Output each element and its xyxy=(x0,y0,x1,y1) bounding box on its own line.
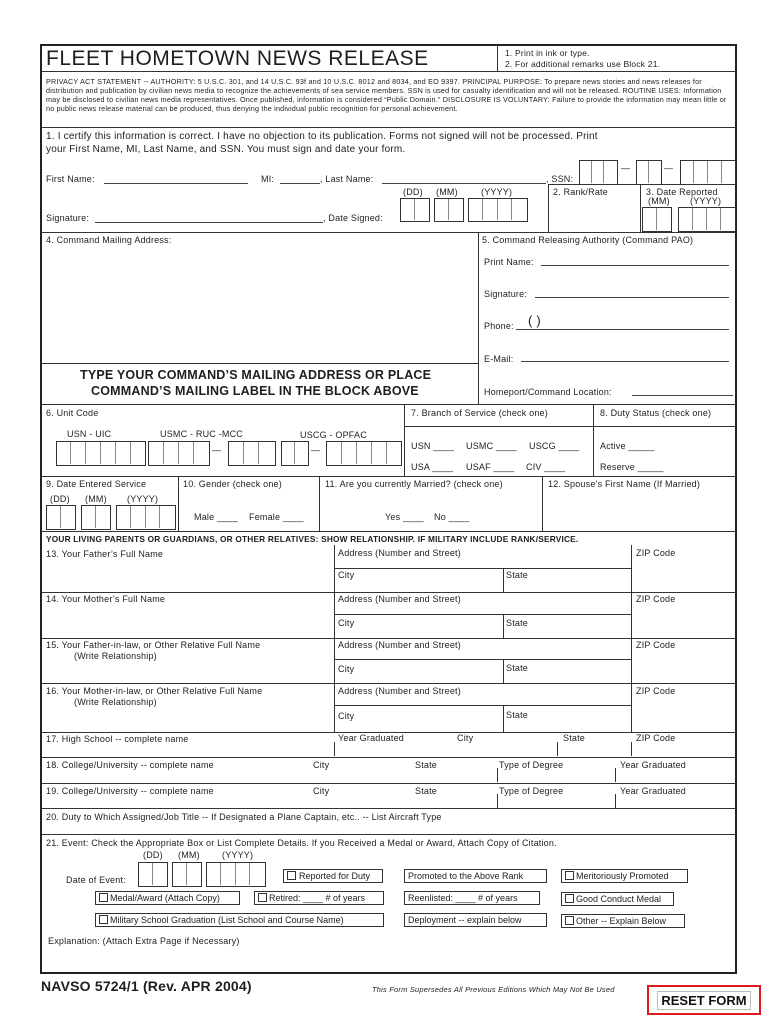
gender-female[interactable]: Female ____ xyxy=(249,512,304,522)
reset-form-label: RESET FORM xyxy=(657,991,750,1010)
college2-city-label: City xyxy=(313,786,330,796)
supersedes-note: This Form Supersedes All Previous Editions Which May Not Be Used xyxy=(372,985,615,994)
event-reenlisted-label: Reenlisted: ____ # of years xyxy=(408,893,518,903)
rank-rate-label: 2. Rank/Rate xyxy=(553,187,608,197)
date-entered-service-month[interactable] xyxy=(81,505,111,530)
box-tick xyxy=(178,442,179,464)
block1-text-2: your First Name, MI, Last Name, and SSN. You must sign and date your form. xyxy=(46,144,406,155)
divider xyxy=(334,568,631,569)
box-tick xyxy=(193,442,194,464)
divider xyxy=(503,614,504,638)
divider xyxy=(478,232,479,404)
usmc-ruc-label: USMC - RUC -MCC xyxy=(160,429,243,439)
tick xyxy=(497,794,498,808)
divider xyxy=(41,363,479,364)
divider xyxy=(41,638,736,639)
date-reported-year[interactable] xyxy=(678,207,736,232)
divider xyxy=(334,659,631,660)
hs-city-label: City xyxy=(457,733,474,743)
father-in-law-city-label: City xyxy=(338,664,355,674)
gender-male[interactable]: Male ____ xyxy=(194,512,238,522)
college1-year-label: Year Graduated xyxy=(620,760,687,770)
mother-in-law-city-label: City xyxy=(338,711,355,721)
divider xyxy=(41,531,736,532)
box-tick xyxy=(130,442,131,464)
event-deployment-label: Deployment -- explain below xyxy=(408,915,522,925)
divider xyxy=(41,834,736,835)
date-signed-year[interactable] xyxy=(468,198,528,222)
yyyy-label: (YYYY) xyxy=(481,187,513,197)
duty-assigned-label: 20. Duty to Which Assigned/Job Title -- If Designated a Plane Captain, etc.. -- List Aircraft Type xyxy=(46,812,442,822)
usn-uic-label: USN - UIC xyxy=(67,429,112,439)
box-tick xyxy=(95,506,96,528)
box-tick xyxy=(60,506,61,528)
box-tick xyxy=(341,442,342,464)
releasing-authority-label: 5. Command Releasing Authority (Command PAO) xyxy=(482,235,694,245)
date-of-event-label: Date of Event: xyxy=(66,875,126,885)
box-tick xyxy=(130,506,131,528)
event-year-field[interactable] xyxy=(206,862,266,887)
box-tick xyxy=(511,199,512,220)
ssn-field-1[interactable] xyxy=(579,160,618,185)
privacy-act-statement: PRIVACY ACT STATEMENT -- AUTHORITY: 5 U.S.C. 301, and 14 U.S.C. 93f and 10 U.S.C. 8012 and 8034, and EO 9397. PRINCIPAL PURPOSE: To prepare news stories and news releases for distribution and publication by civilian news media to recognize the achievements of sea service members. SSN is used for casualty identification and will not be released. ROUTINE USES: Information may be disclosed to civilian news media representatives. Once published, information is considered “Public Domain.” DISCLOSURE IS VOLUNTARY: Failure to provide the information may mean little or no public news release material can be produced, thus denying the individual public recognition for personal achievement. xyxy=(46,77,727,113)
duty-reserve[interactable]: Reserve _____ xyxy=(600,462,664,472)
divider xyxy=(503,568,504,592)
box-tick xyxy=(294,442,295,464)
event-reported-for-duty-label: Reported for Duty xyxy=(299,871,371,881)
date-reported-mm: (MM) xyxy=(648,196,670,206)
mm-label: (MM) xyxy=(436,187,458,197)
signature-field[interactable] xyxy=(95,222,323,223)
divider xyxy=(41,683,736,684)
college2-year-label: Year Graduated xyxy=(620,786,687,796)
box-tick xyxy=(152,863,153,885)
date-entered-service-label: 9. Date Entered Service xyxy=(46,479,147,489)
father-name-label: 13. Your Father’s Full Name xyxy=(46,549,164,559)
event-month-field[interactable] xyxy=(172,862,202,887)
form-title: FLEET HOMETOWN NEWS RELEASE xyxy=(46,47,429,70)
divider xyxy=(41,232,736,233)
des-mm-label: (MM) xyxy=(85,494,107,504)
hs-zip-label: ZIP Code xyxy=(636,733,676,743)
box-tick xyxy=(100,442,101,464)
divider xyxy=(41,476,736,477)
event-school-label: Military School Graduation (List School and Course Name) xyxy=(110,915,344,925)
mother-address-label: Address (Number and Street) xyxy=(338,594,461,604)
block4-instruction-2: COMMAND’S MAILING LABEL IN THE BLOCK ABOVE xyxy=(91,384,419,398)
box-tick xyxy=(371,442,372,464)
box-tick xyxy=(163,442,164,464)
relatives-header: YOUR LIVING PARENTS OR GUARDIANS, OR OTHER RELATIVES: SHOW RELATIONSHIP. IF MILITARY INCLUDE RANK/SERVICE. xyxy=(46,534,579,544)
box-tick xyxy=(386,442,387,464)
unit-code-label: 6. Unit Code xyxy=(46,408,99,418)
ssn-dash: — xyxy=(621,163,631,173)
last-name-label: , Last Name: xyxy=(320,174,374,184)
command-mailing-address-field[interactable] xyxy=(42,248,478,363)
tick xyxy=(557,742,558,756)
divider xyxy=(548,184,549,232)
college2-label: 19. College/University -- complete name xyxy=(46,786,214,796)
event-mm-label: (MM) xyxy=(178,850,200,860)
date-signed-label: , Date Signed: xyxy=(323,213,383,223)
ssn-field-tick xyxy=(603,161,604,183)
mother-in-law-address-label: Address (Number and Street) xyxy=(338,686,461,696)
event-day-field[interactable] xyxy=(138,862,168,887)
box-tick xyxy=(656,208,657,230)
mother-in-law-name-label: 16. Your Mother-in-law, or Other Relative Full Name xyxy=(46,686,263,696)
homeport-field[interactable] xyxy=(632,395,733,396)
ssn-field-tick xyxy=(721,161,722,183)
pao-phone-label: Phone: xyxy=(484,321,514,331)
gender-label: 10. Gender (check one) xyxy=(183,479,282,489)
box-tick xyxy=(249,863,250,885)
pao-print-name-label: Print Name: xyxy=(484,257,534,267)
ssn-field-2[interactable] xyxy=(636,160,662,185)
ssn-field-tick xyxy=(648,161,649,183)
father-in-law-zip-label: ZIP Code xyxy=(636,640,676,650)
note-1: 1. Print in ink or type. xyxy=(505,48,590,58)
event-retired[interactable] xyxy=(254,891,384,905)
college1-label: 18. College/University -- complete name xyxy=(46,760,214,770)
branch-usn[interactable]: USN ____ xyxy=(411,441,455,451)
duty-status-label: 8. Duty Status (check one) xyxy=(600,408,712,418)
branch-usaf[interactable]: USAF ____ xyxy=(466,462,515,472)
duty-active[interactable]: Active _____ xyxy=(600,441,655,451)
box-tick xyxy=(220,863,221,885)
college2-state-label: State xyxy=(415,786,438,796)
event-promoted-label: Promoted to the Above Rank xyxy=(408,871,524,881)
event-dd-label: (DD) xyxy=(143,850,163,860)
pao-print-name-field[interactable] xyxy=(541,265,729,266)
date-reported-yyyy: (YYYY) xyxy=(690,196,722,206)
ssn-field-tick xyxy=(591,161,592,183)
branch-civ[interactable]: CIV ____ xyxy=(526,462,566,472)
divider xyxy=(41,127,736,128)
divider xyxy=(319,476,320,531)
high-school-label: 17. High School -- complete name xyxy=(46,734,189,744)
des-yyyy-label: (YYYY) xyxy=(127,494,159,504)
unit-code-dash: — xyxy=(311,445,321,455)
father-in-law-relationship: (Write Relationship) xyxy=(74,651,157,661)
divider xyxy=(593,404,594,476)
event-reenlisted[interactable] xyxy=(404,891,540,905)
pao-signature-label: Signature: xyxy=(484,289,528,299)
mother-name-label: 14. Your Mother’s Full Name xyxy=(46,594,166,604)
divider xyxy=(41,404,736,405)
box-tick xyxy=(235,863,236,885)
usmc-mcc-field[interactable] xyxy=(228,441,276,466)
divider xyxy=(334,614,631,615)
event-yyyy-label: (YYYY) xyxy=(222,850,254,860)
ssn-field-3[interactable] xyxy=(680,160,736,185)
tick xyxy=(334,742,335,756)
event-meritoriously-promoted[interactable] xyxy=(561,869,688,883)
college1-city-label: City xyxy=(313,760,330,770)
box-tick xyxy=(243,442,244,464)
ssn-label: , SSN: xyxy=(546,174,574,184)
divider xyxy=(503,705,504,732)
college1-state-label: State xyxy=(415,760,438,770)
box-tick xyxy=(356,442,357,464)
event-label: 21. Event: Check the Appropriate Box or List Complete Details. If you Received a Medal or Award, Attach Copy of Citation. xyxy=(46,838,557,848)
ssn-dash: — xyxy=(664,163,674,173)
date-entered-service-day[interactable] xyxy=(46,505,76,530)
event-promoted[interactable] xyxy=(404,869,547,883)
father-in-law-address-label: Address (Number and Street) xyxy=(338,640,461,650)
tick xyxy=(497,768,498,782)
event-military-school[interactable] xyxy=(95,913,384,927)
date-signed-month[interactable] xyxy=(434,198,464,222)
divider xyxy=(404,426,736,427)
event-other-label: Other -- Explain Below xyxy=(576,916,667,926)
ssn-field-tick xyxy=(707,161,708,183)
signature-label: Signature: xyxy=(46,213,90,223)
married-yes[interactable]: Yes ____ xyxy=(385,512,424,522)
mother-in-law-relationship: (Write Relationship) xyxy=(74,697,157,707)
dd-label: (DD) xyxy=(403,187,423,197)
divider xyxy=(404,404,405,476)
event-merit-label: Meritoriously Promoted xyxy=(576,871,669,881)
mother-in-law-state-label: State xyxy=(506,710,529,720)
father-in-law-name-label: 15. Your Father-in-law, or Other Relative Full Name xyxy=(46,640,261,650)
block4-instruction-1: TYPE YOUR COMMAND’S MAILING ADDRESS OR PLACE xyxy=(80,368,432,382)
event-medal-label: Medal/Award (Attach Copy) xyxy=(110,893,220,903)
father-city-label: City xyxy=(338,570,355,580)
mother-zip-label: ZIP Code xyxy=(636,594,676,604)
explanation-label: Explanation: (Attach Extra Page if Necessary) xyxy=(48,936,240,946)
box-tick xyxy=(145,506,146,528)
last-name-field[interactable] xyxy=(382,183,546,184)
divider xyxy=(640,184,641,232)
form-id: NAVSO 5724/1 (Rev. APR 2004) xyxy=(41,978,252,994)
divider xyxy=(548,184,736,185)
uscg-opfac-field-2[interactable] xyxy=(326,441,402,466)
father-state-label: State xyxy=(506,570,529,580)
pao-phone-field[interactable] xyxy=(516,329,729,330)
unit-code-dash: — xyxy=(212,445,222,455)
father-zip-label: ZIP Code xyxy=(636,548,676,558)
married-no[interactable]: No ____ xyxy=(434,512,470,522)
box-tick xyxy=(186,863,187,885)
date-signed-day[interactable] xyxy=(400,198,430,222)
uscg-opfac-label: USCG - OPFAC xyxy=(300,430,367,440)
ssn-field-tick xyxy=(693,161,694,183)
divider xyxy=(41,757,736,758)
divider xyxy=(334,705,631,706)
divider xyxy=(41,783,736,784)
box-tick xyxy=(692,208,693,230)
mi-field[interactable] xyxy=(280,183,320,184)
date-entered-service-year[interactable] xyxy=(116,505,176,530)
event-other[interactable] xyxy=(561,914,685,928)
box-tick xyxy=(70,442,71,464)
divider xyxy=(503,659,504,683)
divider xyxy=(497,45,498,72)
tick xyxy=(615,768,616,782)
spouse-name-label: 12. Spouse’s First Name (If Married) xyxy=(548,479,701,489)
note-2: 2. For additional remarks use Block 21. xyxy=(505,59,661,69)
event-medal-award[interactable] xyxy=(95,891,240,905)
box-tick xyxy=(85,442,86,464)
pao-email-field[interactable] xyxy=(521,361,729,362)
box-tick xyxy=(414,199,415,220)
married-label: 11. Are you currently Married? (check one) xyxy=(325,479,503,489)
box-tick xyxy=(159,506,160,528)
box-tick xyxy=(448,199,449,220)
block1-text-1: 1. I certify this information is correct. I have no objection to its publication. Forms not signed will not be processed. Print xyxy=(46,131,598,142)
date-reported-month[interactable] xyxy=(642,207,672,232)
tick xyxy=(631,742,632,756)
branch-usa[interactable]: USA ____ xyxy=(411,462,454,472)
branch-usmc[interactable]: USMC ____ xyxy=(466,441,517,451)
des-dd-label: (DD) xyxy=(50,494,70,504)
phone-area-code: ( ) xyxy=(528,313,541,328)
usmc-ruc-field[interactable] xyxy=(148,441,210,466)
divider xyxy=(41,71,736,72)
uscg-opfac-field-1[interactable] xyxy=(281,441,309,466)
branch-label: 7. Branch of Service (check one) xyxy=(411,408,548,418)
college1-degree-label: Type of Degree xyxy=(499,760,564,770)
box-tick xyxy=(482,199,483,220)
box-tick xyxy=(258,442,259,464)
college2-degree-label: Type of Degree xyxy=(499,786,564,796)
box-tick xyxy=(706,208,707,230)
command-mailing-address-label: 4. Command Mailing Address: xyxy=(46,235,172,245)
mi-label: MI: xyxy=(261,174,275,184)
pao-email-label: E-Mail: xyxy=(484,354,514,364)
divider xyxy=(178,476,179,531)
hs-year-graduated-label: Year Graduated xyxy=(338,733,405,743)
event-deployment[interactable] xyxy=(404,913,547,927)
pao-signature-field[interactable] xyxy=(535,297,729,298)
divider xyxy=(41,808,736,809)
tick xyxy=(615,794,616,808)
mother-city-label: City xyxy=(338,618,355,628)
hs-state-label: State xyxy=(563,733,586,743)
event-retired-label: Retired: ____ # of years xyxy=(269,893,366,903)
first-name-field[interactable] xyxy=(104,183,248,184)
reset-form-button[interactable] xyxy=(647,985,761,1015)
mother-in-law-zip-label: ZIP Code xyxy=(636,686,676,696)
box-tick xyxy=(497,199,498,220)
event-conduct-label: Good Conduct Medal xyxy=(576,894,662,904)
date-reported-label: 3. Date Reported xyxy=(646,187,718,197)
box-tick xyxy=(720,208,721,230)
event-reported-for-duty[interactable] xyxy=(283,869,383,883)
divider xyxy=(41,592,736,593)
mother-state-label: State xyxy=(506,618,529,628)
father-in-law-state-label: State xyxy=(506,663,529,673)
father-address-label: Address (Number and Street) xyxy=(338,548,461,558)
homeport-label: Homeport/Command Location: xyxy=(484,387,612,397)
divider xyxy=(542,476,543,531)
box-tick xyxy=(115,442,116,464)
first-name-label: First Name: xyxy=(46,174,95,184)
event-good-conduct[interactable] xyxy=(561,892,674,906)
explanation-field[interactable] xyxy=(42,948,735,972)
branch-uscg[interactable]: USCG ____ xyxy=(529,441,580,451)
